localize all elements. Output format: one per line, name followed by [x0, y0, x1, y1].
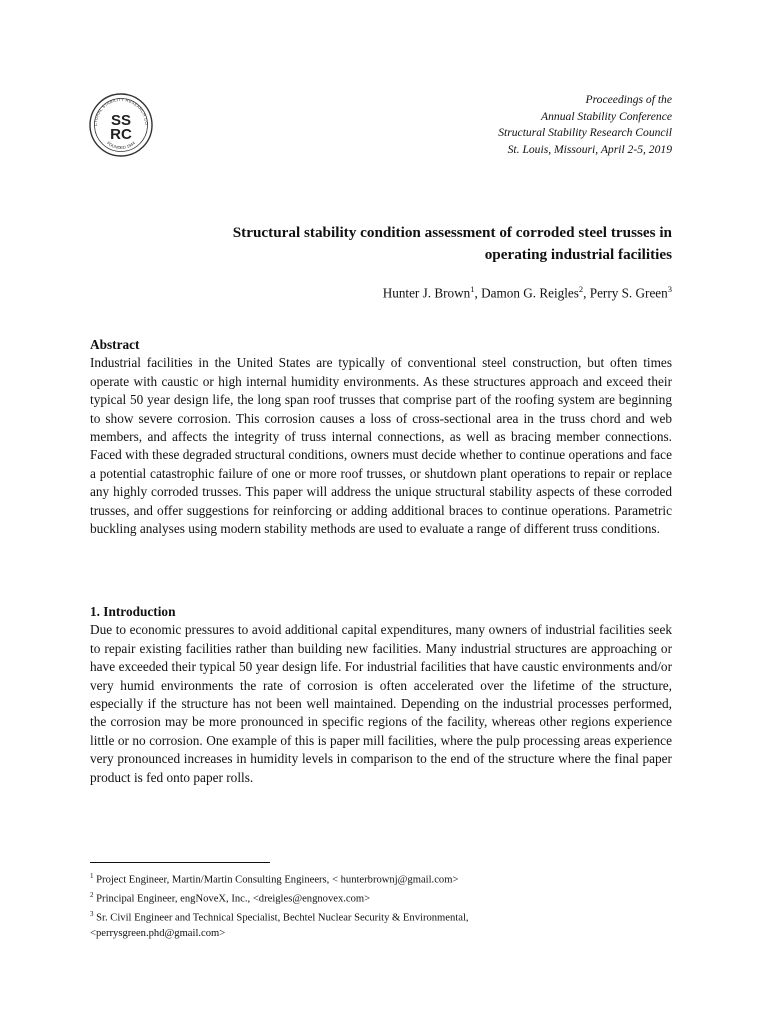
author-footnote-mark: 3 [667, 284, 672, 294]
author-separator: , [583, 285, 590, 301]
abstract-text: Industrial facilities in the United States are typically of conventional steel construction, but often times operate with caustic or high internal humidity environments. As these structures approach and exceed their typical 50 year design life, the long span roof trusses that comprise part of the roofing system are beginning to show severe corrosion. This corrosion causes a loss of cross-sectional area in the truss chord and web members, and affects the integrity of truss internal connections, as well as bracing member connections. Faced with these degraded structural conditions, owners must decide whether to continue operations and face a potential catastrophic failure of one or more roof trusses, or shutdown plant operations to repair or replace any highly corroded trusses. This paper will address the unique structural stability aspects of these corroded trusses, and offer suggestions for reinforcing or adding additional braces to continue operations. Parametric buckling analyses using modern stability methods are used to evaluate a range of different truss conditions. [90, 355, 672, 537]
introduction-text: Due to economic pressures to avoid additional capital expenditures, many owners of industrial facilities seek to repair existing facilities rather than building new facilities. Many industrial structures are approaching or have exceeded their typical 50 year design life. For industrial facilities that have caustic environments and/or very humid environments the rate of corrosion is often accelerated over the lifetime of the structure, especially if the structure has not been well maintained. Depending on the industrial processes performed, the corrosion may be more pronounced in specific regions of the facility, whereas other regions experience little or no corrosion. One example of this is paper mill facilities, where the pulp processing areas experience very pronounced increases in humidity levels in comparison to the end of the structure where the final paper product is fed onto paper rolls. [90, 622, 672, 785]
logo-ring-text: CTURAL STABILITY RESEARCH CO [92, 96, 150, 127]
paper-title [112, 222, 672, 265]
author-name: Hunter J. Brown [382, 285, 471, 301]
logo-letters-bottom: RC [110, 126, 132, 143]
footnote-mark: 1 [90, 872, 94, 880]
footnote-text: Sr. Civil Engineer and Technical Specialist, Bechtel Nuclear Security & Environmental, [93, 912, 469, 924]
title-line: operating industrial facilities [484, 245, 672, 263]
abstract-section [90, 336, 672, 538]
introduction-section [90, 603, 672, 787]
conference-line: Structural Stability Research Council [498, 126, 672, 139]
author-footnote-mark: 2 [578, 284, 584, 294]
ssrc-logo [88, 92, 154, 158]
title-line: Structural stability condition assessment of corroded steel trusses in [232, 224, 672, 241]
footnote-divider [90, 862, 270, 863]
footnotes [90, 869, 672, 942]
author-separator: , [474, 285, 482, 301]
footnote-mark: 2 [90, 891, 94, 900]
author-footnote-mark: 1 [470, 284, 475, 294]
conference-line: St. Louis, Missouri, April 2-5, 2019 [507, 142, 672, 156]
introduction-heading: 1. Introduction [90, 604, 176, 619]
conference-line: Annual Stability Conference [541, 109, 672, 123]
footnote-text: Principal Engineer, engNoveX, Inc., <dreigles@engnovex.com> [93, 893, 371, 905]
author-name: Damon G. Reigles [481, 285, 579, 301]
abstract-heading: Abstract [90, 337, 140, 352]
conference-info [498, 92, 672, 158]
footnote-text: Project Engineer, Martin/Martin Consulting Engineers, < hunterbrownj@gmail.com> [93, 874, 459, 886]
footnote-continuation: <perrysgreen.phd@gmail.com> [90, 928, 226, 940]
logo-founded-text: FOUNDED 1944 [106, 140, 136, 151]
conference-line: Proceedings of the [585, 93, 672, 106]
author-name: Perry S. Green [589, 285, 668, 301]
footnote-mark: 3 [90, 910, 94, 919]
logo-letters-top: SS [110, 112, 132, 129]
footnote [90, 888, 672, 907]
footnote [90, 869, 672, 888]
author-list [383, 284, 672, 301]
footnote [90, 907, 672, 926]
